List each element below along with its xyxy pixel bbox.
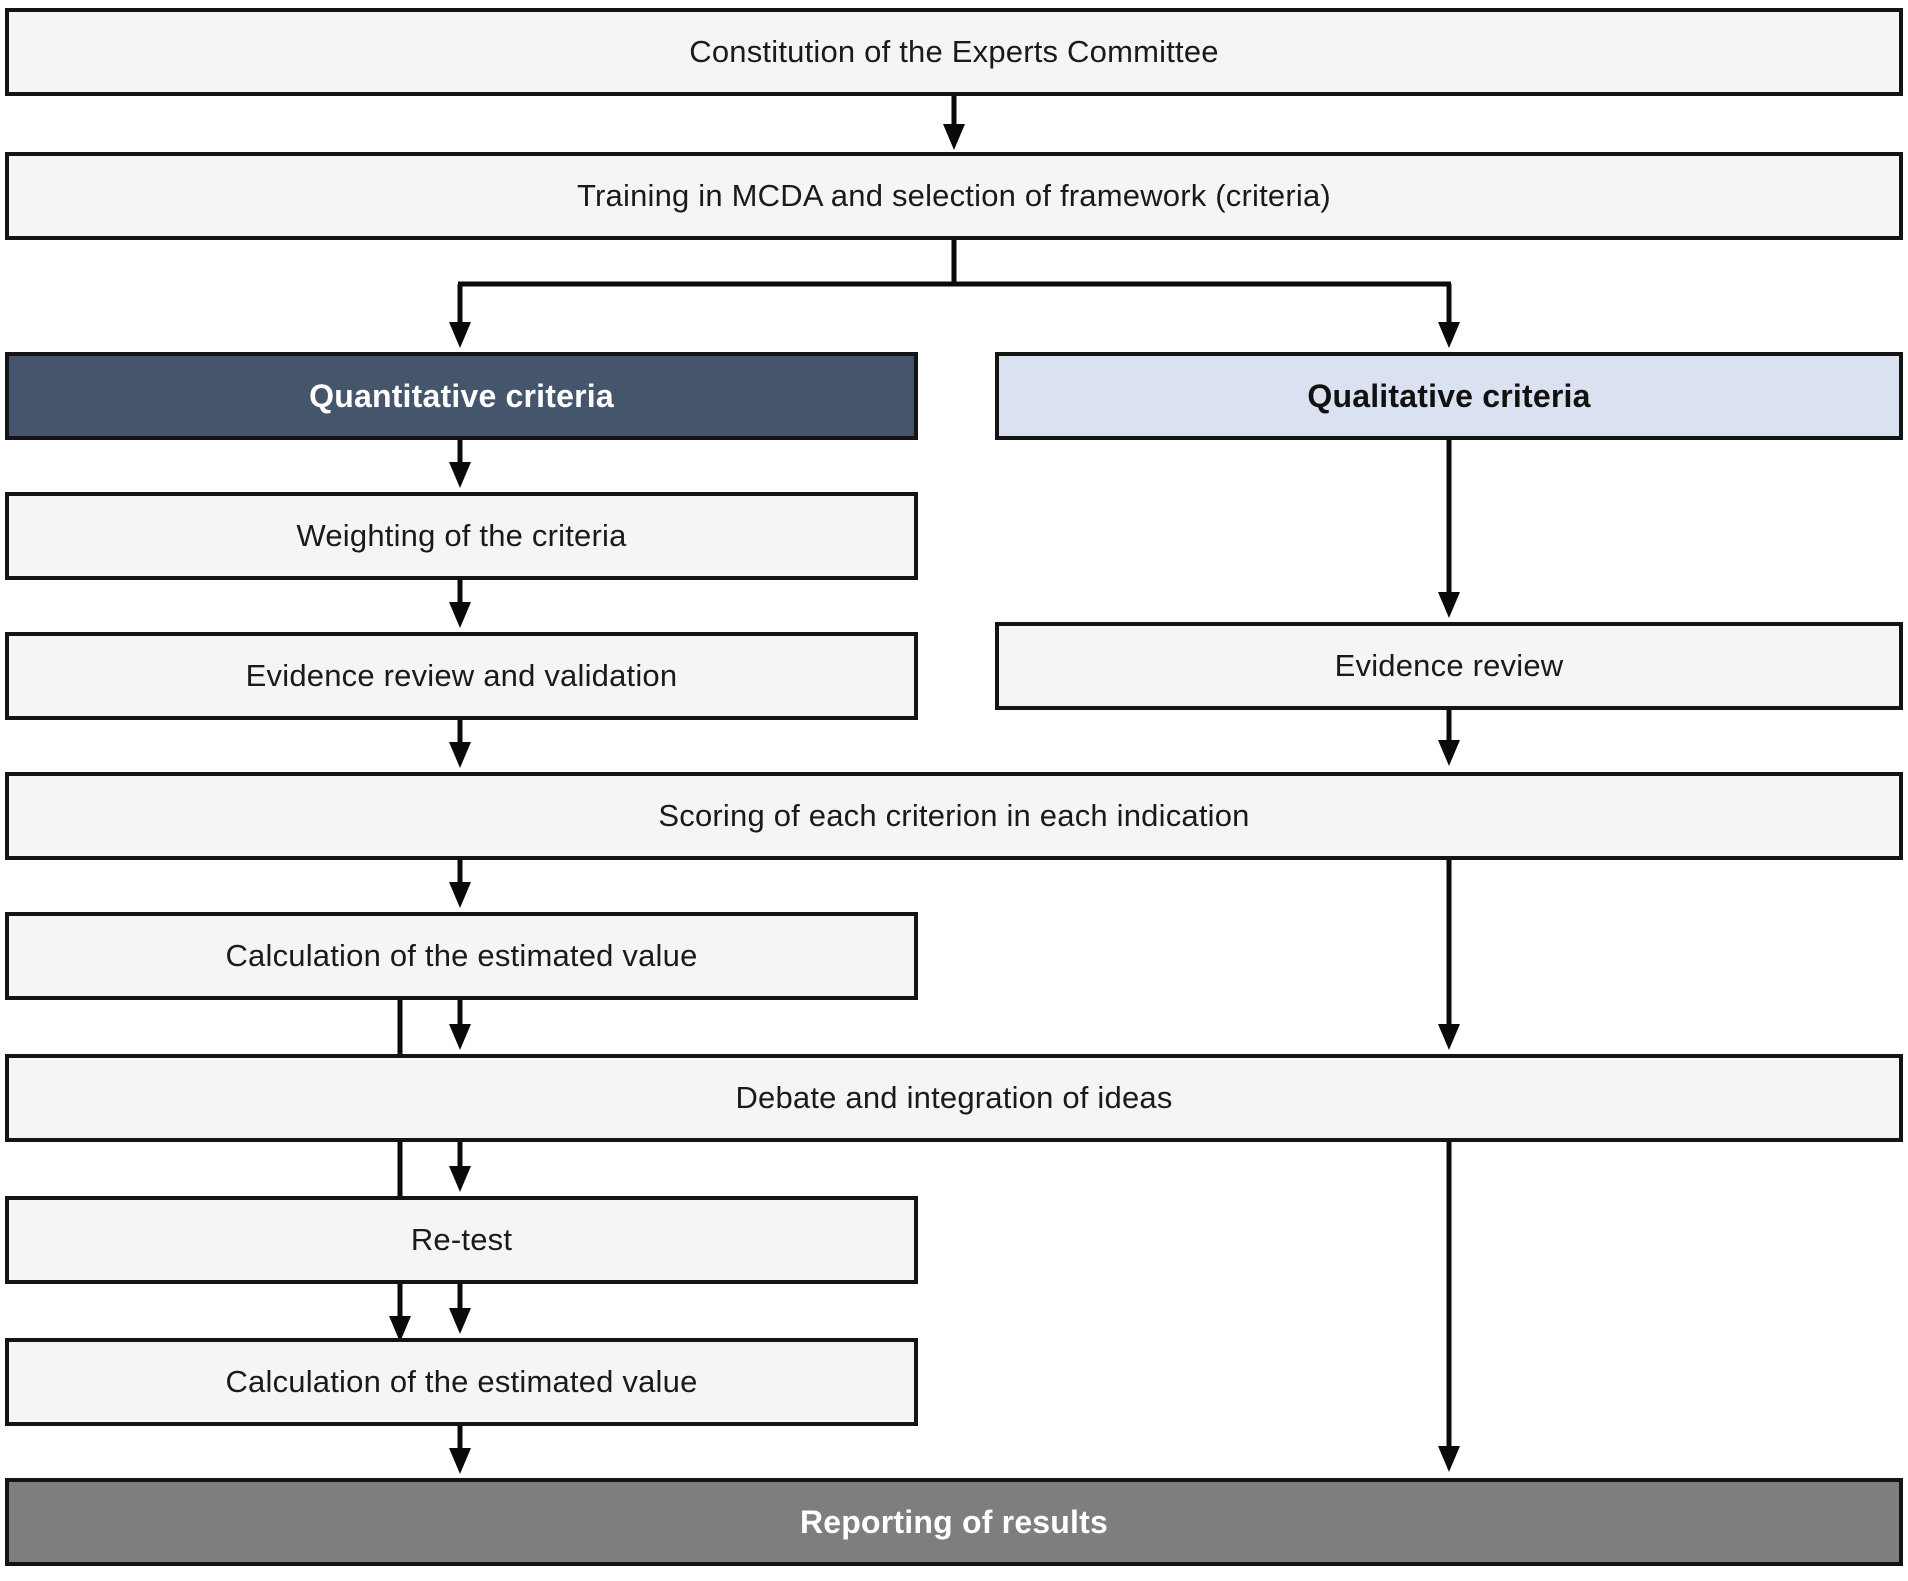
arrowhead-debate-reporting (1438, 1446, 1460, 1472)
node-qualitative-criteria-label: Qualitative criteria (1307, 377, 1591, 414)
node-quantitative-criteria-label: Quantitative criteria (309, 377, 614, 414)
node-calculation-2-label: Calculation of the estimated value (225, 1364, 698, 1400)
node-scoring-label: Scoring of each criterion in each indication (658, 798, 1250, 834)
arrowhead-quantitative-weighting (449, 462, 471, 488)
node-training-label: Training in MCDA and selection of framework (criteria) (577, 178, 1331, 214)
node-evidence-validation-label: Evidence review and validation (245, 658, 678, 694)
node-calculation-1 (5, 912, 918, 1000)
arrowhead-qualitative-evidence (1438, 592, 1460, 618)
arrowhead-split-qualitative (1438, 322, 1460, 348)
node-calculation-1-label: Calculation of the estimated value (225, 938, 698, 974)
node-constitution-label: Constitution of the Experts Committee (689, 34, 1219, 70)
node-scoring (5, 772, 1903, 860)
node-retest (5, 1196, 918, 1284)
arrowhead-evidencereview-scoring (1438, 740, 1460, 766)
split-elbow-line (458, 240, 1451, 284)
node-retest-label: Re-test (410, 1222, 513, 1258)
node-calculation-2 (5, 1338, 918, 1426)
node-weighting (5, 492, 918, 580)
node-weighting-label: Weighting of the criteria (296, 518, 627, 554)
node-evidence-validation (5, 632, 918, 720)
node-debate (5, 1054, 1903, 1142)
node-qualitative-criteria (995, 352, 1903, 440)
node-training (5, 152, 1903, 240)
node-reporting-label: Reporting of results (799, 1503, 1108, 1540)
arrowhead-evidence-scoring (449, 742, 471, 768)
arrowhead-retest-calculation2 (449, 1308, 471, 1334)
arrowhead-calculation1-debate (449, 1024, 471, 1050)
node-debate-label: Debate and integration of ideas (735, 1080, 1173, 1116)
arrowhead-calculation2-reporting (449, 1448, 471, 1474)
arrowhead-weighting-evidence (449, 602, 471, 628)
node-quantitative-criteria (5, 352, 918, 440)
arrowhead-scoring-calculation1 (449, 882, 471, 908)
node-reporting (5, 1478, 1903, 1566)
node-constitution (5, 8, 1903, 96)
node-evidence-review-label: Evidence review (1334, 648, 1564, 684)
arrowhead-split-quantitative (449, 322, 471, 348)
node-evidence-review (995, 622, 1903, 710)
arrowhead-constitution-training (943, 124, 965, 150)
arrowhead-debate-retest (449, 1166, 471, 1192)
arrowhead-scoring-debate (1438, 1024, 1460, 1050)
